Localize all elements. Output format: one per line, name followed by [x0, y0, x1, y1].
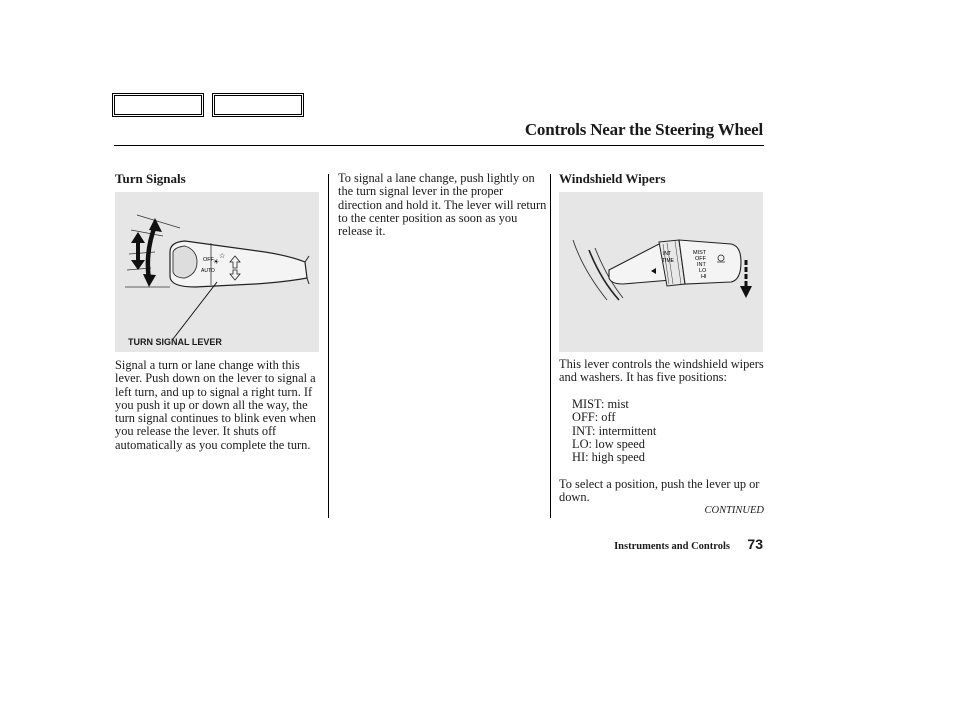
list-item: INT: intermittent — [572, 423, 657, 438]
turn-signal-lever-illustration — [115, 192, 319, 352]
windshield-wipers-heading: Windshield Wipers — [559, 171, 666, 186]
lane-change-body: To signal a lane change, push lightly on the turn signal lever in the proper direction and hold it. The lever will return to the center position as soon as you release it. — [338, 171, 547, 239]
svg-text:INT: INT — [663, 251, 672, 257]
svg-text:LO: LO — [699, 268, 707, 274]
svg-text:AUTO: AUTO — [201, 268, 215, 274]
wipers-select-instruction: To select a position, push the lever up or down. — [559, 477, 760, 505]
svg-text:OFF: OFF — [695, 256, 706, 262]
list-item: HI: high speed — [572, 450, 645, 465]
turn-signals-body: Signal a turn or lane change with this lever. Push down on the lever to signal a left turn, and up to signal a right turn. If you push it up or down all the way, the turn signal continues to blink even when you release the lever. It shuts off automatically as you complete the turn. — [115, 358, 316, 452]
column-divider — [550, 174, 551, 518]
arrow-up-icon — [149, 218, 162, 232]
list-item: LO: low speed — [572, 436, 645, 451]
svg-text:MIST: MIST — [693, 250, 707, 256]
continued-label: CONTINUED — [704, 505, 764, 516]
footer-section-name: Instruments and Controls — [614, 541, 730, 552]
list-item: MIST: mist — [572, 397, 629, 411]
svg-text:INT: INT — [697, 262, 706, 268]
svg-text:OFF: OFF — [203, 257, 214, 263]
svg-text:☀: ☀ — [213, 258, 220, 266]
wipers-intro: This lever controls the windshield wipers and washers. It has five positions: — [559, 357, 764, 385]
turn-signal-lever-figure — [115, 192, 319, 352]
title-rule — [114, 145, 764, 146]
wiper-lever-illustration — [559, 192, 763, 352]
arrow-down-icon — [143, 274, 156, 287]
nav-button-next[interactable] — [212, 93, 304, 117]
svg-text:TIME: TIME — [662, 258, 674, 264]
list-item: OFF: off — [572, 410, 616, 425]
svg-text:HI: HI — [701, 274, 707, 280]
wiper-positions-list — [572, 398, 656, 464]
nav-button-previous[interactable] — [112, 93, 204, 117]
arrow-down-icon — [740, 286, 752, 298]
turn-signals-heading: Turn Signals — [115, 171, 186, 186]
column-divider — [328, 174, 329, 518]
turn-signal-lever-caption: TURN SIGNAL LEVER — [128, 337, 222, 347]
page-number: 73 — [747, 536, 763, 552]
page-title: Controls Near the Steering Wheel — [524, 120, 763, 139]
svg-text:☆: ☆ — [219, 252, 226, 260]
wiper-lever-figure — [559, 192, 763, 352]
